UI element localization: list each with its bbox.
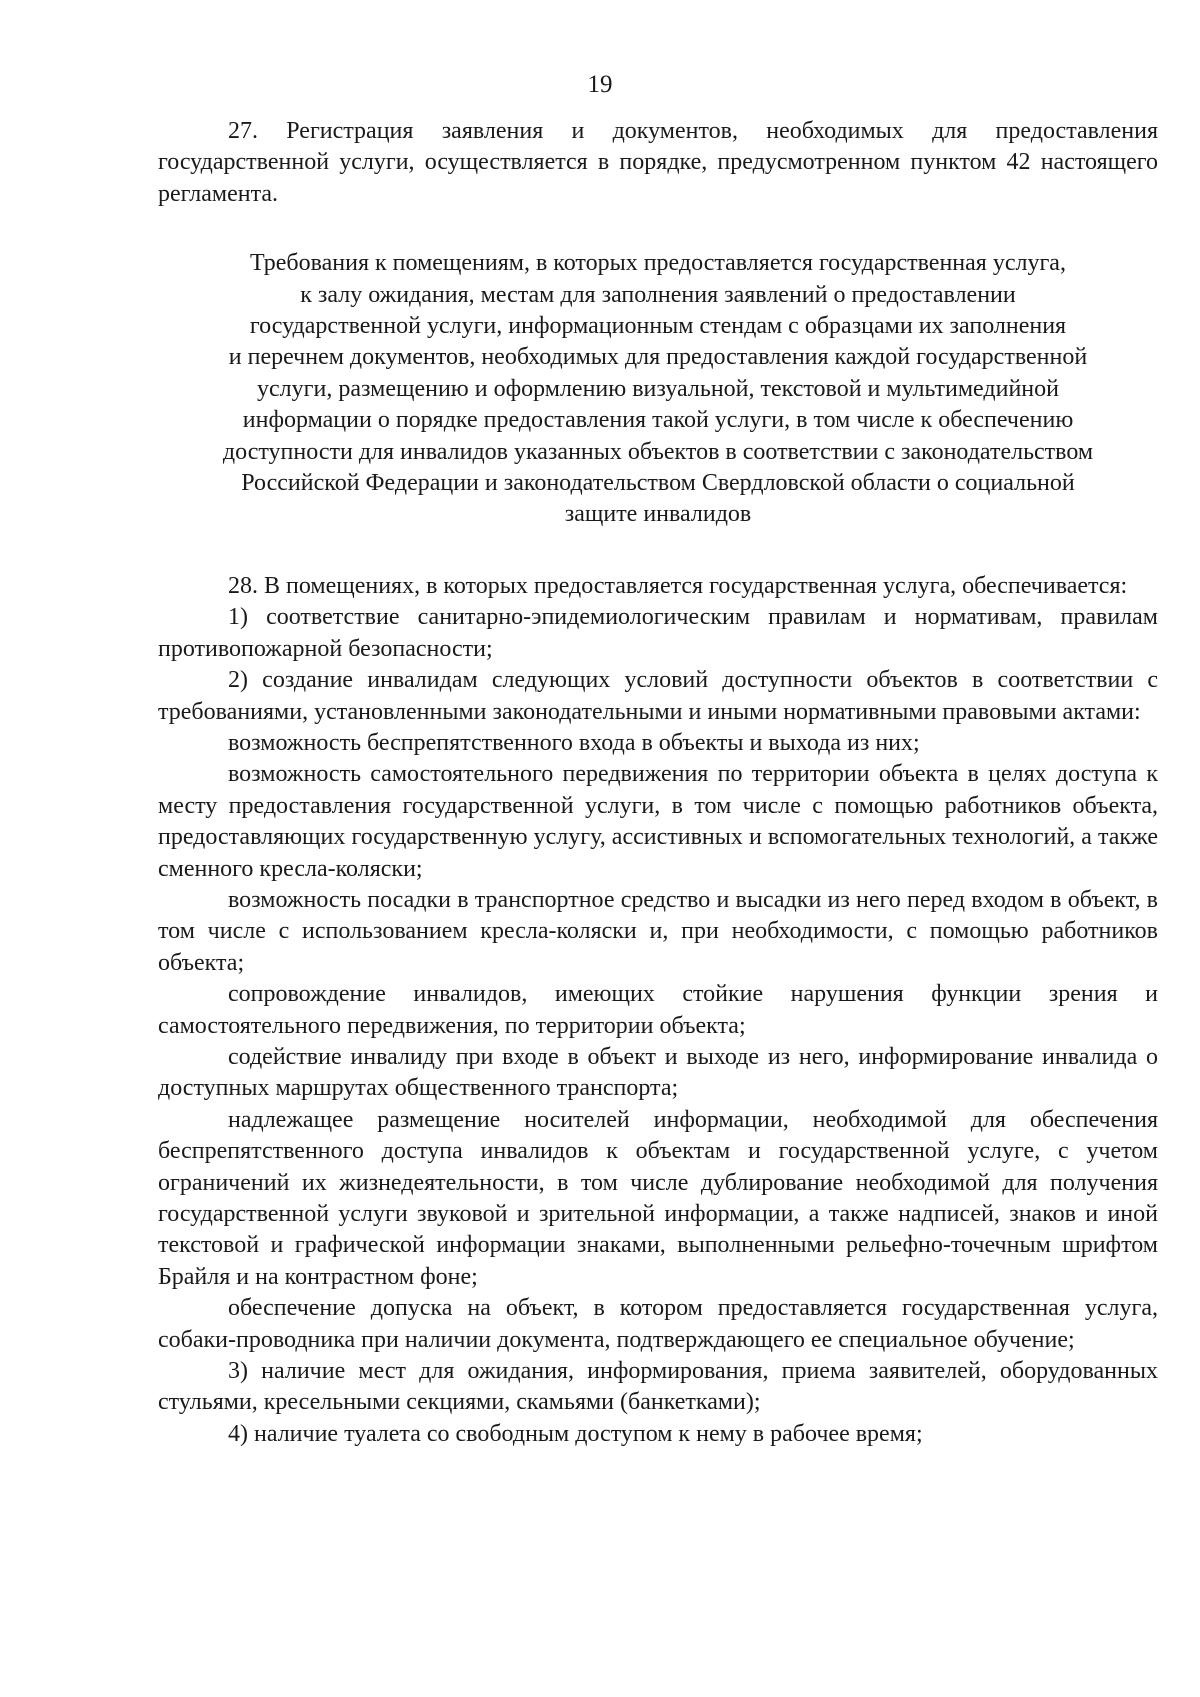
list-item-3: 3) наличие мест для ожидания, информирования, приема заявителей, оборудованных стульями, кресельными секциями, скамьями (банкетками); xyxy=(158,1358,1158,1416)
sub-item-movement: возможность самостоятельного передвижения по территории объекта в целях доступа к месту предоставления государственной услуги, в том числе с помощью работников объекта, предоставляющих государственную услугу, ассистивных и вспомогательных технологий, а также сменного кресла-коляски; xyxy=(158,761,1158,882)
list-item-1: 1) соответствие санитарно-эпидемиологическим правилам и нормативам, правилам противопожарной безопасности; xyxy=(158,604,1158,662)
document-body xyxy=(158,116,1158,1450)
paragraph-28: 28. В помещениях, в которых предоставляется государственная услуга, обеспечивается: xyxy=(228,572,1128,599)
sub-item-entrance: возможность беспрепятственного входа в объекты и выхода из них; xyxy=(228,729,920,756)
sub-item-escort: сопровождение инвалидов, имеющих стойкие нарушения функции зрения и самостоятельного передвижения, по территории объекта; xyxy=(158,981,1158,1039)
heading-line: Требования к помещениям, в которых предоставляется государственная услуга, xyxy=(250,250,1066,277)
paragraph-27: 27. Регистрация заявления и документов, необходимых для предоставления государственной услуги, осуществляется в порядке, предусмотренном пунктом 42 настоящего регламента. xyxy=(158,118,1158,207)
heading-line: Российской Федерации и законодательством Свердловской области о социальной xyxy=(241,470,1075,497)
list-item-4: 4) наличие туалета со свободным доступом к нему в рабочее время; xyxy=(228,1420,923,1447)
page-number: 19 xyxy=(587,71,613,98)
heading-line: услуги, размещению и оформлению визуальной, текстовой и мультимедийной xyxy=(257,375,1059,402)
heading-line: доступности для инвалидов указанных объектов в соответствии с законодательством xyxy=(222,438,1094,465)
heading-line: государственной услуги, информационным стендам с образцами их заполнения xyxy=(249,313,1067,340)
heading-line: информации о порядке предоставления такой услуги, в том числе к обеспечению xyxy=(242,407,1074,434)
sub-item-information: надлежащее размещение носителей информации, необходимой для обеспечения беспрепятственного доступа инвалидов к объектам и государственной услуге, с учетом ограничений их жизнедеятельности, в том числе дублирование необходимой для получения государственной услуги звуковой и зрительной информации, а также надписей, знаков и иной текстовой и графической информации знаками, выполненными рельефно-точечным шрифтом Брайля и на контрастном фоне; xyxy=(158,1106,1158,1290)
sub-item-guide-dog: обеспечение допуска на объект, в котором предоставляется государственная услуга, собаки-проводника при наличии документа, подтверждающего ее специальное обучение; xyxy=(158,1295,1158,1353)
section-heading xyxy=(158,248,1158,531)
heading-line: и перечнем документов, необходимых для предоставления каждой государственной xyxy=(228,344,1088,371)
list-item-2: 2) создание инвалидам следующих условий доступности объектов в соответствии с требованиями, установленными законодательными и иными нормативными правовыми актами: xyxy=(158,667,1158,725)
heading-line: защите инвалидов xyxy=(564,501,752,528)
sub-item-assistance: содействие инвалиду при входе в объект и выходе из него, информирование инвалида о доступных маршрутах общественного транспорта; xyxy=(158,1043,1158,1102)
heading-line: к залу ожидания, местам для заполнения заявлений о предоставлении xyxy=(300,281,1016,308)
sub-item-transport: возможность посадки в транспортное средство и высадки из него перед входом в объект, в том числе с использованием кресла-коляски и, при необходимости, с помощью работников объекта; xyxy=(158,886,1158,976)
